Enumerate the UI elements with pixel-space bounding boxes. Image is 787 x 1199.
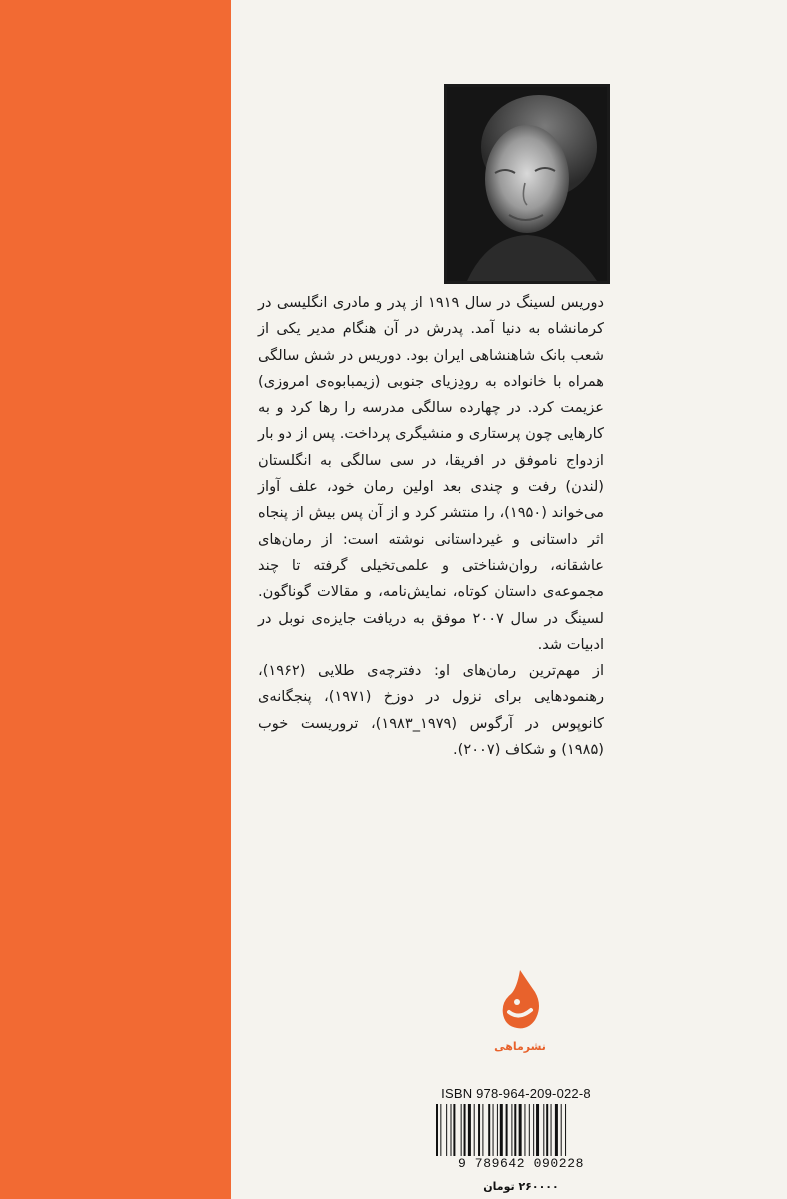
barcode-bar: [555, 1104, 558, 1156]
barcode-bar: [468, 1104, 471, 1156]
barcode-bar: [497, 1104, 498, 1156]
barcode-bar: [474, 1104, 475, 1156]
barcode: [436, 1104, 606, 1156]
price-label: ۲۶۰۰۰۰ تومان: [483, 1180, 559, 1193]
isbn-text: ISBN 978-964-209-022-8: [441, 1086, 591, 1101]
barcode-bar: [524, 1104, 525, 1156]
author-photo: [444, 84, 610, 284]
barcode-bar: [493, 1104, 494, 1156]
barcode-bar: [436, 1104, 438, 1156]
publisher-name: نشرماهی: [494, 1040, 546, 1053]
publisher-logo: [495, 968, 545, 1044]
barcode-bar: [543, 1104, 544, 1156]
barcode-bar: [464, 1104, 466, 1156]
barcode-bar: [519, 1104, 522, 1156]
barcode-bar: [461, 1104, 462, 1156]
barcode-bar: [482, 1104, 483, 1156]
barcode-bar: [536, 1104, 539, 1156]
barcode-bar: [511, 1104, 512, 1156]
bio-paragraph-works: از مهم‌ترین رمان‌های او: دفترچه‌ی طلایی (۱۹۶۲)، رهنمودهایی برای نزول در دوزخ (۱۹۷۱)، پنجگانه‌ی کانوپوس در آرگوس (۱۹۷۹_۱۹۸۳)، تروریست خوب (۱۹۸۵) و شکاف (۲۰۰۷).: [258, 662, 605, 759]
barcode-bar: [514, 1104, 516, 1156]
barcode-bar: [565, 1104, 566, 1156]
barcode-bar: [529, 1104, 530, 1156]
barcode-bar: [551, 1104, 552, 1156]
barcode-bar: [478, 1104, 480, 1156]
barcode-bar: [561, 1104, 562, 1156]
barcode-bar: [506, 1104, 508, 1156]
barcode-bar: [446, 1104, 447, 1156]
barcode-bar: [453, 1104, 455, 1156]
orange-spine: [0, 0, 231, 1199]
barcode-bar: [533, 1104, 534, 1156]
barcode-bar: [500, 1104, 503, 1156]
barcode-bar: [488, 1104, 490, 1156]
barcode-bar: [440, 1104, 441, 1156]
author-biography: [258, 290, 604, 763]
barcode-bar: [546, 1104, 548, 1156]
barcode-bar: [451, 1104, 452, 1156]
barcode-digits: 9 789642 090228: [457, 1156, 585, 1171]
bio-paragraph: دوریس لسینگ در سال ۱۹۱۹ از پدر و مادری انگلیسی در کرمانشاه به دنیا آمد. پدرش در آن هنگام مدیر یکی از شعب بانک شاهنشاهی ایران بود. دوریس در شش سالگی همراه با خانواده به رودِزیای جنوبی (زیمبابوه‌ی امروزی) عزیمت کرد. در چهارده سالگی مدرسه را رها کرد و به کارهایی چون پرستاری و منشیگری پرداخت. پس از دو بار ازدواج ناموفق در افریقا، در سی سالگی به انگلستان (لندن) رفت و چندی بعد اولین رمان خود، علف آواز می‌خواند (۱۹۵۰)، را منتشر کرد و از آن پس بیش از پنجاه اثر داستانی و غیرداستانی نوشته است: از رمان‌های عاشقانه، روان‌شناختی و علمی‌تخیلی گرفته تا چند مجموعه‌ی داستان کوتاه، نمایش‌نامه، و مقالات گوناگون. لسینگ در سال ۲۰۰۷ موفق به دریافت جایزه‌ی نوبل در ادبیات شد.: [258, 294, 605, 653]
